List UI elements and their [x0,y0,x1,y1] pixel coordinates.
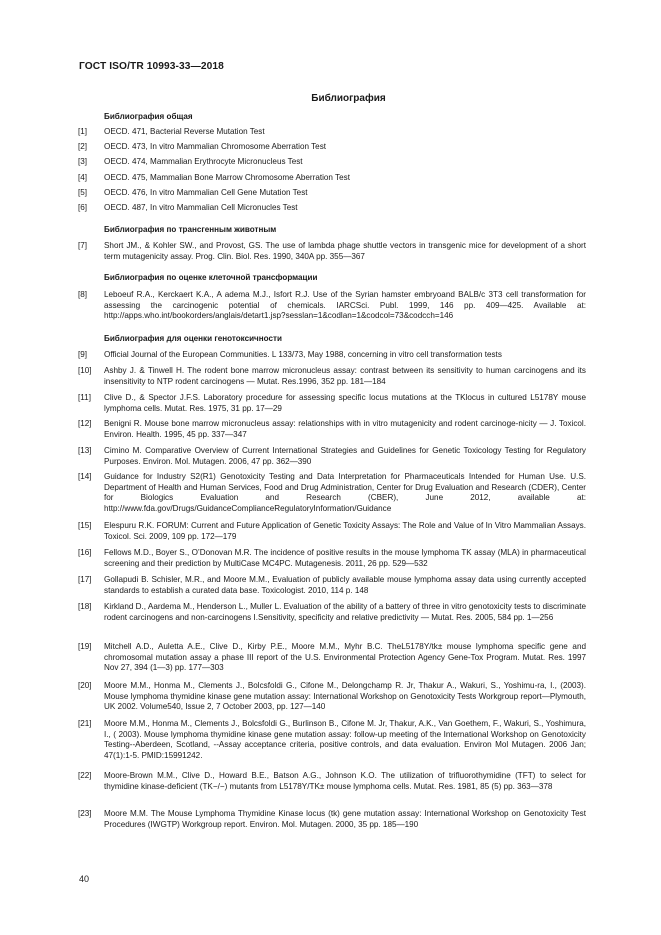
reference-item [78,127,586,138]
reference-number: [9] [78,350,88,359]
reference-number: [3] [78,157,88,166]
reference-number: [2] [78,142,88,151]
reference-text: Gollapudi B. Schisler, M.R., and Moore M.M., Evaluation of publicly available mouse lymphoma assay data using currently accepted standards to establish a curated data base. Toxicologist. 2010, 114 p. 148 [104,575,586,595]
reference-text: OECD. 473, In vitro Mammalian Chromosome Aberration Test [104,142,327,151]
reference-text: Moore M.M. The Mouse Lymphoma Thymidine Kinase locus (tk) gene mutation assay: International Workshop on Genotoxicity Test Procedures (IWGTP) Workgroup report. Environ. Mol. Mutagen. 2000, 35 pp. 185—190 [104,809,586,829]
reference-number: [18] [78,602,92,611]
reference-text: Moore M.M., Honma M., Clements J., Bolcsfoldi G., Cifone M., Delongchamp R. Jr, Thakur A., Wakuri, S., Yoshimu-ra, I., (2003). Mouse lymphoma thymidine kinase gene mutation assay: International Workshop on Genotoxicity Tests Workgroup report—Plymouth, UK 2002. Volume540, Issue 2, 7 October 2003, pp. 127—140 [104,681,586,712]
reference-item [78,419,586,440]
reference-text: Official Journal of the European Communities. L 133/73, May 1988, concerning in vitro cell transformation tests [104,350,502,359]
reference-text: Guidance for Industry S2(R1) Genotoxicity Testing and Data Interpretation for Pharmaceuticals Intended for Human Use. U.S. Department of Health and Human Services, Food and Drug Administration, Center for Drug Evaluation and Research (CDER), Center for Biologics Evaluation and Research (CBER), June 2012, available at: http://www.fda.gov/Drugs/GuidanceComplianceRegulatoryInformation/Guidance [104,472,586,513]
reference-item [78,366,586,387]
reference-item [78,602,586,623]
reference-text: OECD. 471, Bacterial Reverse Mutation Test [104,127,265,136]
reference-number: [20] [78,681,92,690]
reference-item [78,142,586,153]
reference-number: [15] [78,521,92,530]
reference-item [78,290,586,322]
reference-number: [4] [78,173,88,182]
reference-number: [7] [78,241,88,250]
reference-number: [21] [78,719,92,728]
reference-item [78,203,586,214]
reference-item [78,446,586,467]
reference-item [78,157,586,168]
reference-item [78,188,586,199]
reference-item [78,521,586,542]
reference-item [78,575,586,596]
reference-item [78,173,586,184]
reference-text: Clive D., & Spector J.F.S. Laboratory procedure for assessing specific locus mutations at the TKlocus in cultured L5178Y mouse lymphoma cells. Mutat. Res. 1975, 31 pp. 17—29 [104,393,586,413]
reference-text: Moore-Brown M.M., Clive D., Howard B.E., Batson A.G., Johnson K.O. The utilization of trifluorothymidine (TFT) to select for thymidine kinase-deficient (TK−/−) mutants from L5178Y/TK± mouse lymphoma cells. Mutat. Res. 1981, 85 (5) pp. 363—378 [104,771,586,791]
reference-text: Benigni R. Mouse bone marrow micronucleus assay: relationships with in vitro mutagenicity and rodent carcinoge-nicity — J. Toxicol. Environ. Health. 1995, 45 pp. 337—347 [104,419,586,439]
reference-item [78,719,586,761]
reference-number: [12] [78,419,92,428]
reference-item [78,472,586,514]
reference-number: [17] [78,575,92,584]
section-heading: Библиография по трансгенным животным [104,225,277,234]
reference-text: OECD. 476, In vitro Mammalian Cell Gene Mutation Test [104,188,308,197]
reference-number: [10] [78,366,92,375]
reference-text: Kirkland D., Aardema M., Henderson L., Muller L. Evaluation of the ability of a battery of three in vitro genotoxicity tests to discriminate rodent carcinogens and non-carcinogens I.Sensitivity, specificity and relative predictivity — Mutat. Res. 2005, 584 pp. 1—256 [104,602,586,622]
section-heading: Библиография по оценке клеточной трансформации [104,273,318,282]
reference-item [78,393,586,414]
reference-number: [1] [78,127,88,136]
reference-item [78,809,586,830]
reference-item [78,771,586,792]
reference-item [78,548,586,569]
reference-item [78,350,586,361]
reference-text: Fellows M.D., Boyer S., O’Donovan M.R. The incidence of positive results in the mouse lymphoma TK assay (MLA) in pharmaceutical screening and their prediction by MultiCase MC4PC. Mutagenesis. 2011, 26 pp. 529—532 [104,548,586,568]
reference-text: Short JM., & Kohler SW., and Provost, GS. The use of lambda phage shuttle vectors in transgenic mice for development of a short term mutagenicity assay. Prog. Clin. Biol. Res. 1990, 340A pp. 355—367 [104,241,586,261]
reference-text: OECD. 487, In vitro Mammalian Cell Micronucles Test [104,203,298,212]
reference-text: Leboeuf R.A., Kerckaert K.A., A adema M.J., Isfort R.J. Use of the Syrian hamster embryoand BALB/c 3T3 cell transformation for assessing the carcinogenic potential of chemicals. IARCSci. Publ. 1999, 146 pp. 409—425. Available at: http://apps.who.int/bookorders/anglais/detart1.jsp?sesslan=1&codlan=1&codcol=73&codcch=146 [104,290,586,321]
reference-number: [8] [78,290,88,299]
reference-text: Cimino M. Comparative Overview of Current International Strategies and Guidelines for Genetic Toxicology Testing for Regulatory Purposes. Environ. Mol. Mutagen. 2006, 47 pp. 362—390 [104,446,586,466]
reference-number: [5] [78,188,88,197]
page-title: Библиография [311,93,386,104]
reference-item [78,642,586,674]
reference-number: [6] [78,203,88,212]
reference-text: OECD. 475, Mammalian Bone Marrow Chromosome Aberration Test [104,173,350,182]
page-number: 40 [79,874,90,884]
reference-text: Ashby J. & Tinwell H. The rodent bone marrow micronucleus assay: contrast between its sensitivity to human carcinogens and its insensitivity to NTP rodent carcinogens — Mutat. Res.1996, 352 pp. 181—184 [104,366,586,386]
reference-number: [23] [78,809,92,818]
reference-item [78,681,586,713]
reference-text: Elespuru R.K. FORUM: Current and Future Application of Genetic Toxicity Assays: The Role and Value of In Vitro Mammalian Assays. Toxicol. Sci. 2009, 109 pp. 172—179 [104,521,586,541]
reference-number: [11] [78,393,91,402]
section-heading: Библиография для оценки генотоксичности [104,334,282,343]
reference-number: [13] [78,446,92,455]
reference-text: OECD. 474, Mammalian Erythrocyte Micronucleus Test [104,157,303,166]
reference-text: Mitchell A.D., Auletta A.E., Clive D., Kirby P.E., Moore M.M., Myhr B.C. TheL5178Y/tk± mouse lymphoma specific gene and chromosomal mutation assay a phase III report of the U.S. Environmental Protection Agency Gene-Tox Program. Mutat. Res. 1997 Nov 27, 394 (1—3) pp. 177—303 [104,642,586,673]
reference-number: [22] [78,771,92,780]
reference-number: [19] [78,642,92,651]
reference-item [78,241,586,262]
document-header: ГОСТ ISO/TR 10993-33—2018 [79,61,224,72]
reference-text: Moore M.M., Honma M., Clements J., Bolcsfoldi G., Burlinson B., Cifone M. Jr, Thakur, A.K., Van Goethem, F., Wakuri, S., Yoshimura, I., ( 2003). Mouse lymphoma thymidine kinase gene mutation assay: follow-up meeting of the International Workshop on Genotoxicity Testing--Aberdeen, Scotland, --Assay acceptance criteria, positive controls, and data evaluation. Environ Mol Mutagen. 2006 Jan; 47(1):1-5. PMID:15991242. [104,719,586,760]
reference-number: [14] [78,472,92,481]
section-heading: Библиография общая [104,112,193,121]
reference-number: [16] [78,548,92,557]
